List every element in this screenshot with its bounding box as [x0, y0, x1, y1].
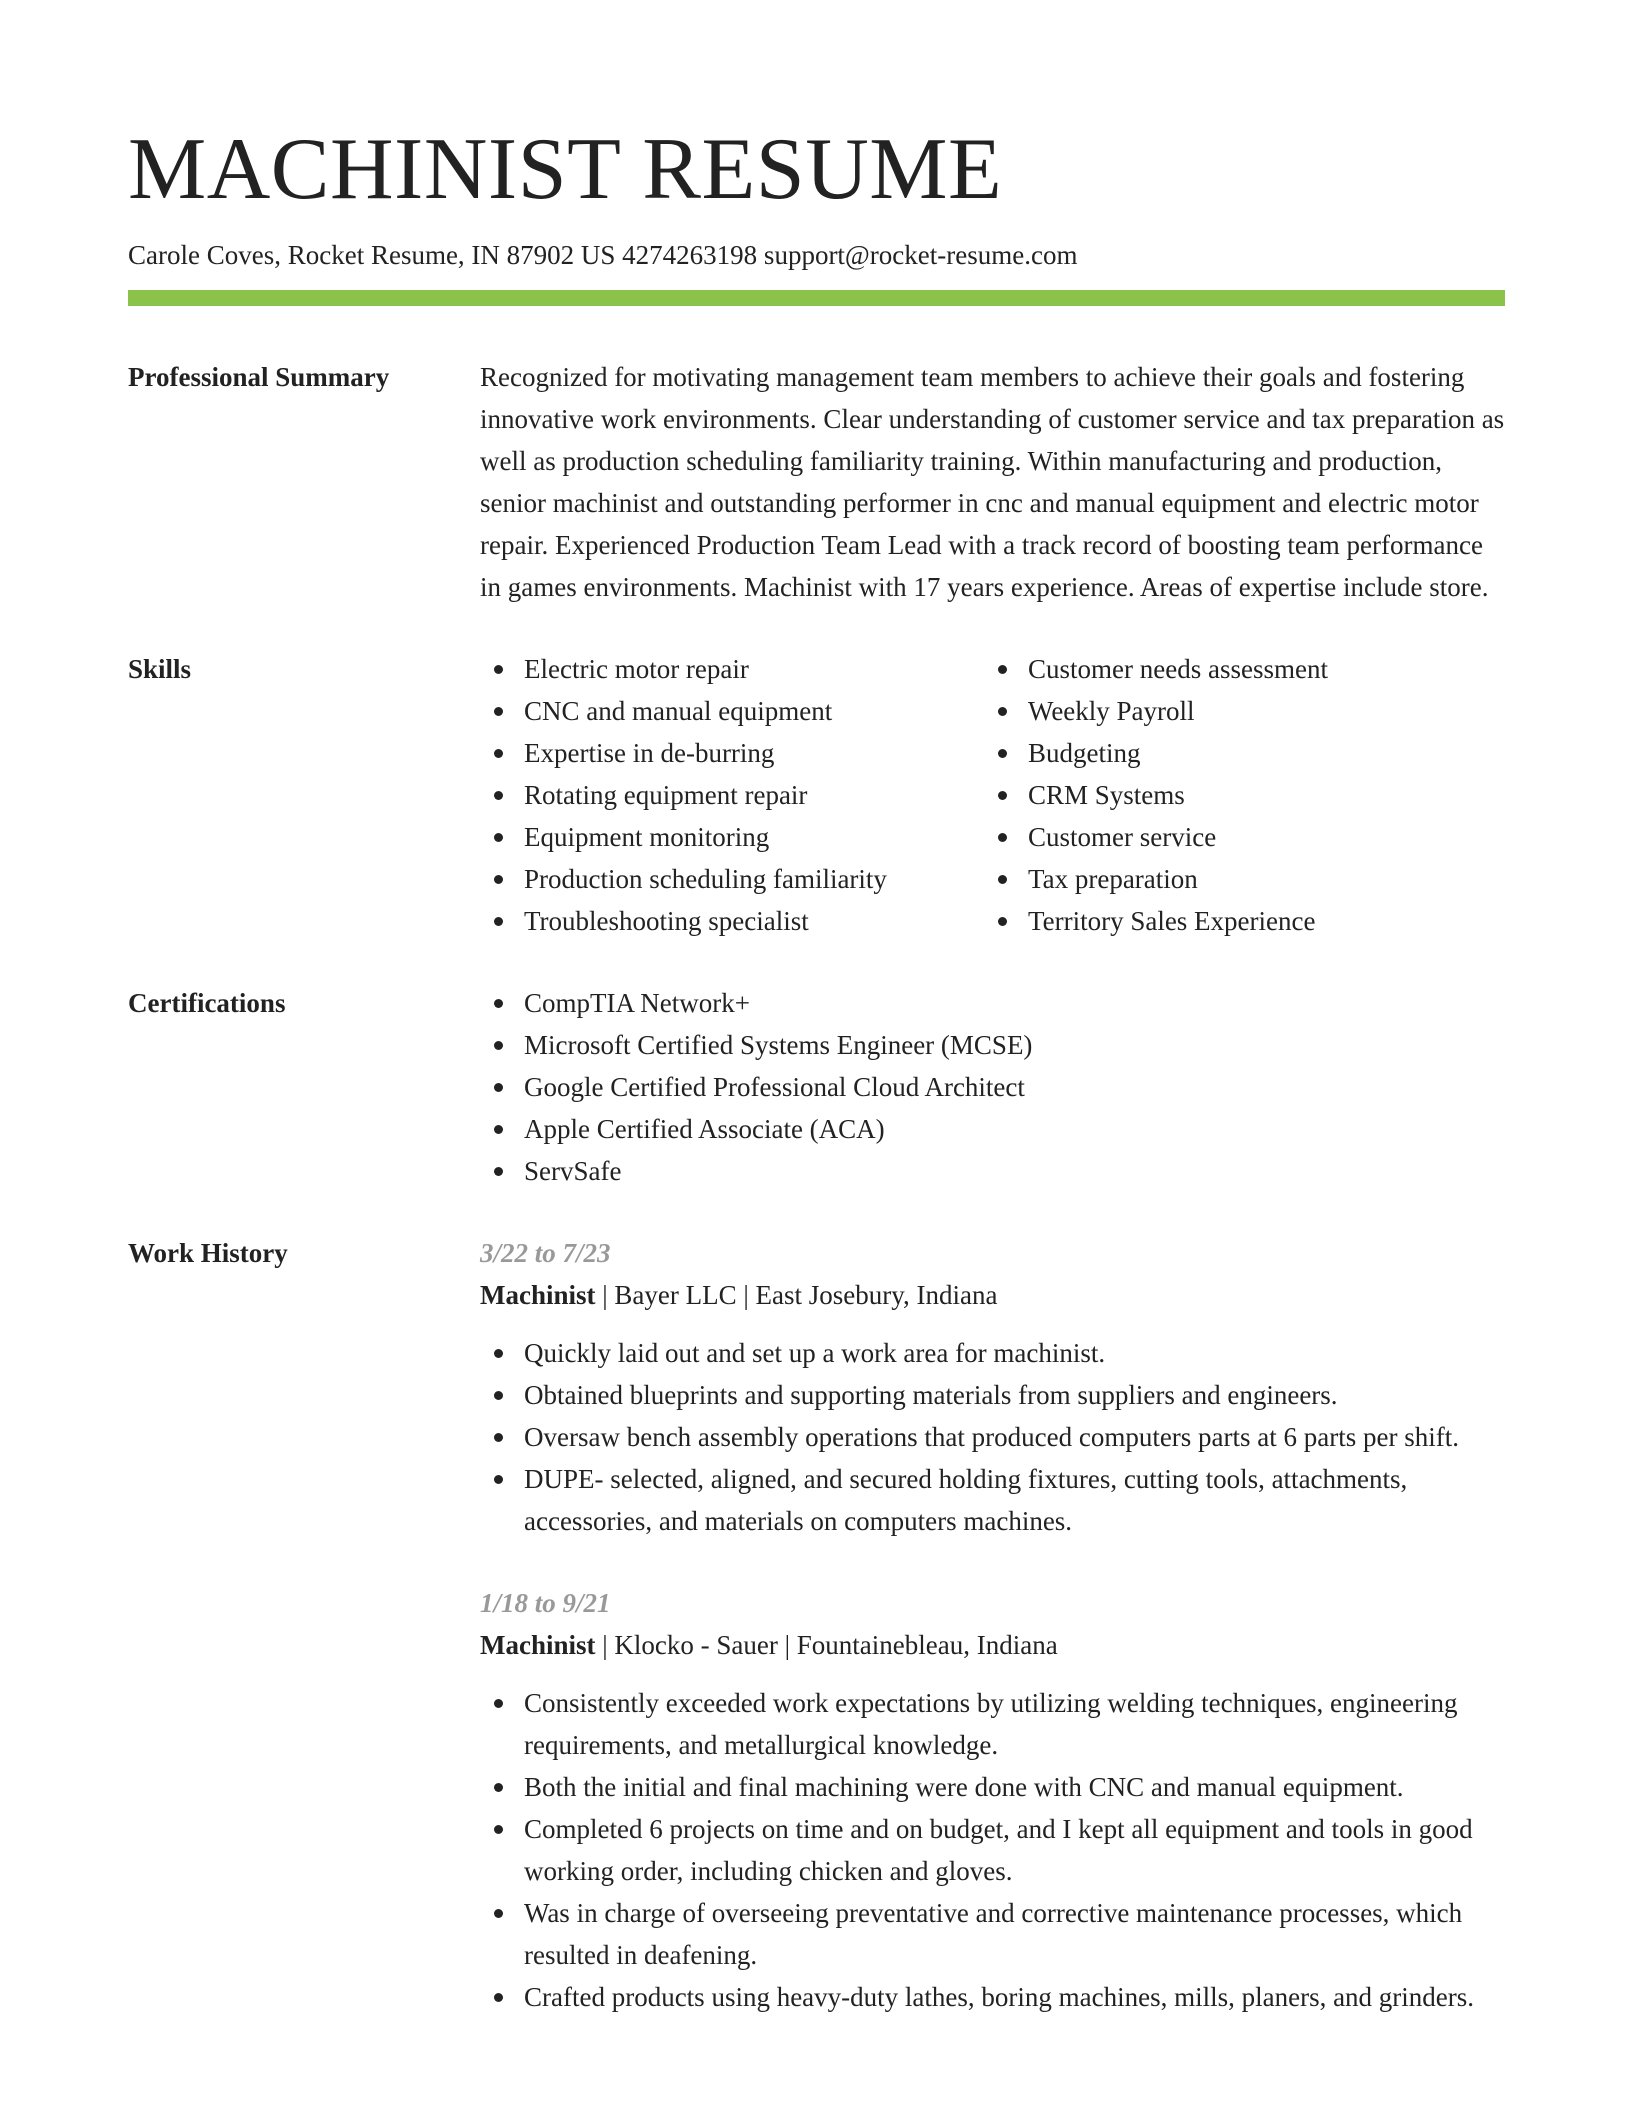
list-item: ServSafe: [480, 1150, 1505, 1192]
skills-section: [128, 648, 1505, 942]
skills-list-left: [480, 648, 984, 942]
list-item: Production scheduling familiarity: [480, 858, 984, 900]
certifications-section: [128, 982, 1505, 1192]
section-label-certifications: Certifications: [128, 988, 286, 1018]
section-label-work-history: Work History: [128, 1238, 288, 1268]
list-item: Expertise in de-burring: [480, 732, 984, 774]
resume-page: [128, 120, 1505, 2018]
work-history-section: [128, 1232, 1505, 2018]
list-item: Completed 6 projects on time and on budget, and I kept all equipment and tools in good working order, including chicken and gloves.: [480, 1808, 1505, 1892]
list-item: CNC and manual equipment: [480, 690, 984, 732]
job-entry: [480, 1582, 1505, 2018]
list-item: Rotating equipment repair: [480, 774, 984, 816]
resume-title: MACHINIST RESUME: [128, 121, 1003, 218]
list-item: Consistently exceeded work expectations by utilizing welding techniques, engineering requirements, and metallurgical knowledge.: [480, 1682, 1505, 1766]
accent-divider: [128, 290, 1505, 306]
list-item: Electric motor repair: [480, 648, 984, 690]
summary-text: Recognized for motivating management team members to achieve their goals and fostering innovative work environments. Clear understanding of customer service and tax preparation as well as production scheduling familiarity training. Within manufacturing and production, senior machinist and outstanding performer in cnc and manual equipment and electric motor repair. Experienced Production Team Lead with a track record of boosting team performance in games environments. Machinist with 17 years experience. Areas of expertise include store.: [480, 362, 1505, 602]
list-item: Budgeting: [984, 732, 1488, 774]
list-item: Google Certified Professional Cloud Architect: [480, 1066, 1505, 1108]
contact-line: Carole Coves, Rocket Resume, IN 87902 US 4274263198 support@rocket-resume.com: [128, 240, 1078, 270]
list-item: Tax preparation: [984, 858, 1488, 900]
list-item: Both the initial and final machining were done with CNC and manual equipment.: [480, 1766, 1505, 1808]
list-item: CRM Systems: [984, 774, 1488, 816]
list-item: Troubleshooting specialist: [480, 900, 984, 942]
list-item: Weekly Payroll: [984, 690, 1488, 732]
skills-list-right: [984, 648, 1488, 942]
job-bullets: [480, 1682, 1505, 2018]
list-item: DUPE- selected, aligned, and secured holding fixtures, cutting tools, attachments, accessories, and materials on computers machines.: [480, 1458, 1505, 1542]
list-item: Was in charge of overseeing preventative and corrective maintenance processes, which resulted in deafening.: [480, 1892, 1505, 1976]
list-item: Crafted products using heavy-duty lathes, boring machines, mills, planers, and grinders.: [480, 1976, 1505, 2018]
list-item: Obtained blueprints and supporting materials from suppliers and engineers.: [480, 1374, 1505, 1416]
list-item: Equipment monitoring: [480, 816, 984, 858]
job-details: | Bayer LLC | East Josebury, Indiana: [595, 1280, 998, 1310]
job-title: Machinist: [480, 1630, 596, 1660]
list-item: CompTIA Network+: [480, 982, 1505, 1024]
job-heading: [480, 1624, 1505, 1666]
job-title: Machinist: [480, 1280, 596, 1310]
list-item: Oversaw bench assembly operations that produced computers parts at 6 parts per shift.: [480, 1416, 1505, 1458]
list-item: Quickly laid out and set up a work area for machinist.: [480, 1332, 1505, 1374]
job-dates: 1/18 to 9/21: [480, 1588, 611, 1618]
job-dates: 3/22 to 7/23: [480, 1238, 611, 1268]
list-item: Customer service: [984, 816, 1488, 858]
job-heading: [480, 1274, 1505, 1316]
summary-section: [128, 356, 1505, 608]
job-entry: [480, 1232, 1505, 1542]
list-item: Territory Sales Experience: [984, 900, 1488, 942]
certifications-list: [480, 982, 1505, 1192]
section-label-skills: Skills: [128, 654, 192, 684]
job-details: | Klocko - Sauer | Fountainebleau, Indiana: [595, 1630, 1058, 1660]
section-label-summary: Professional Summary: [128, 362, 390, 392]
list-item: Microsoft Certified Systems Engineer (MCSE): [480, 1024, 1505, 1066]
list-item: Apple Certified Associate (ACA): [480, 1108, 1505, 1150]
job-bullets: [480, 1332, 1505, 1542]
list-item: Customer needs assessment: [984, 648, 1488, 690]
